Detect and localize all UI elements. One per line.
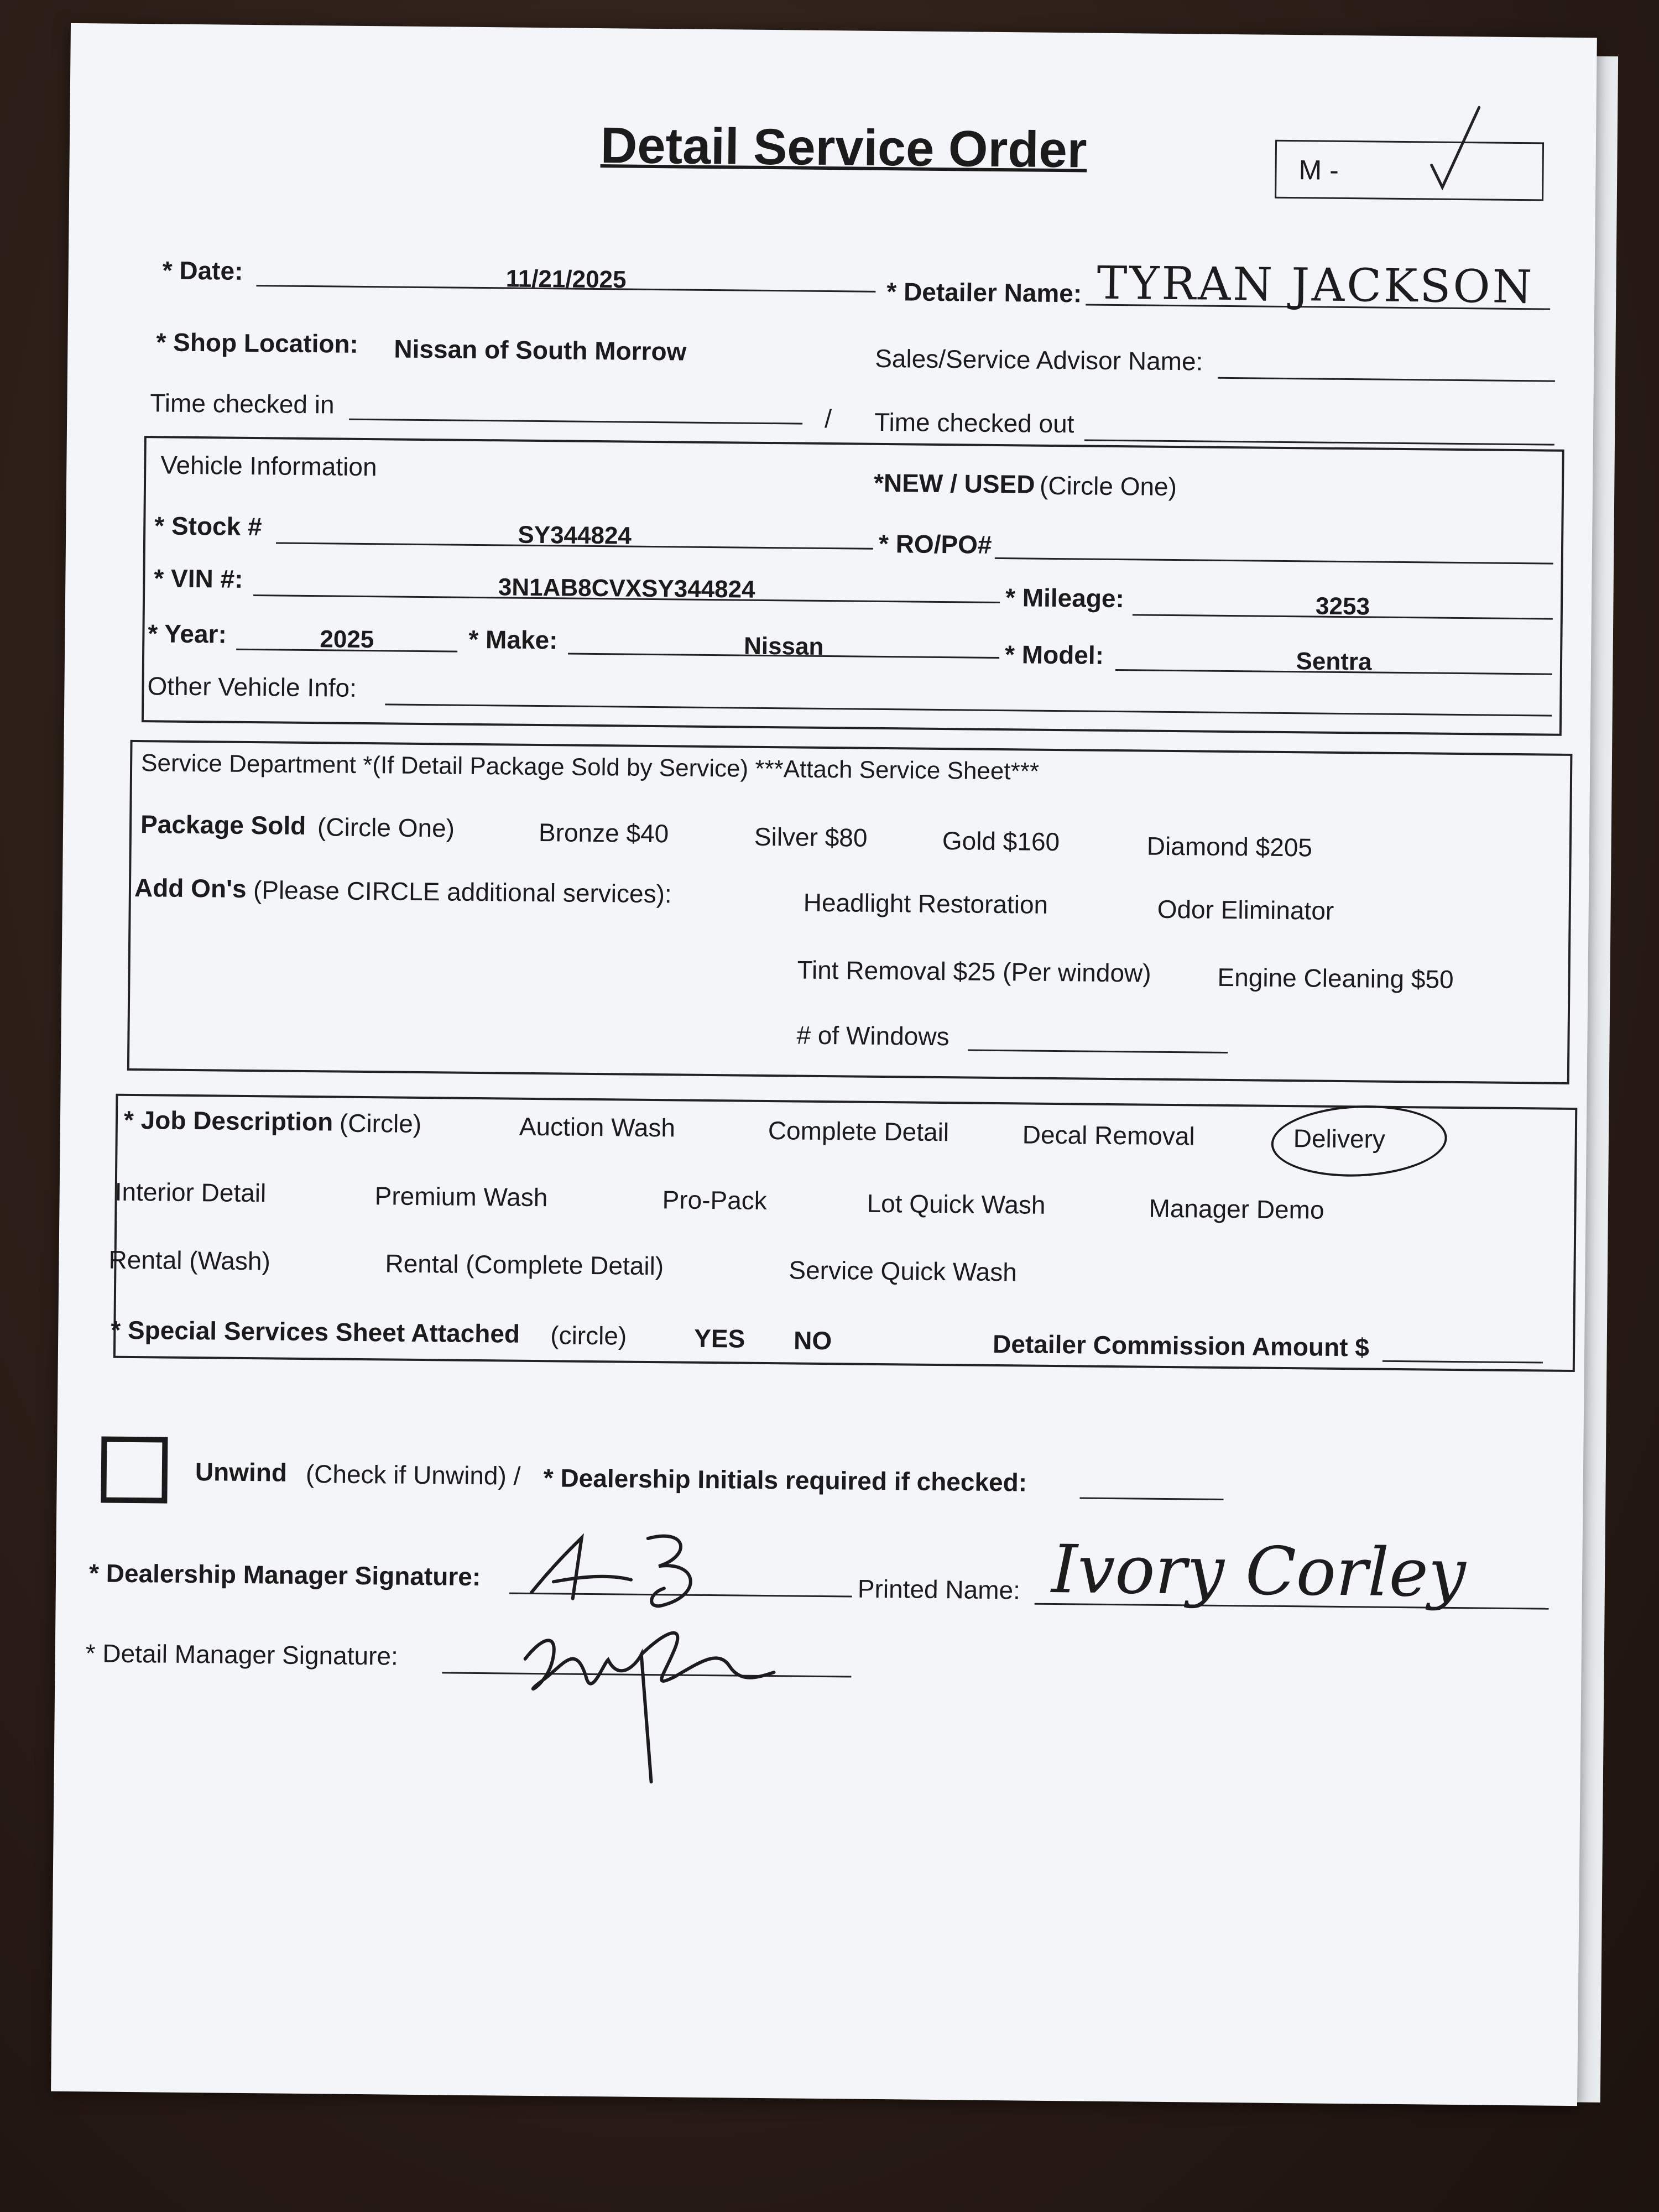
time-separator: / [824,404,832,434]
m-box [1275,140,1544,201]
shop-label: * Shop Location: [156,327,359,358]
stock-label: * Stock # [154,511,262,541]
package-bronze[interactable]: Bronze $40 [538,818,669,848]
addon-engine[interactable]: Engine Cleaning $50 [1217,962,1454,994]
addon-headlight[interactable]: Headlight Restoration [803,888,1048,919]
printed-name-label: Printed Name: [857,1574,1021,1605]
model-value: Sentra [1296,648,1372,676]
job-pro-pack[interactable]: Pro-Pack [662,1185,768,1215]
mileage-label: * Mileage: [1005,583,1125,613]
stock-value: SY344824 [518,521,632,550]
initials-line [1079,1497,1223,1500]
form-title: Detail Service Order [600,117,1087,179]
unwind-hint: (Check if Unwind) / [305,1459,521,1490]
job-auction-wash[interactable]: Auction Wash [519,1112,676,1142]
date-label: * Date: [162,255,243,285]
package-hint: (Circle One) [317,812,455,843]
date-value: 11/21/2025 [505,265,627,294]
job-service-quick-wash[interactable]: Service Quick Wash [789,1255,1018,1287]
package-diamond[interactable]: Diamond $205 [1146,831,1313,862]
year-value: 2025 [320,625,374,654]
addon-odor[interactable]: Odor Eliminator [1157,894,1334,925]
commission-label: Detailer Commission Amount $ [992,1329,1370,1362]
shop-value: Nissan of South Morrow [394,334,687,366]
addons-hint: (Please CIRCLE additional services): [253,875,672,909]
package-silver[interactable]: Silver $80 [754,822,868,852]
printed-name-handwriting: Ivory Corley [1051,1531,1467,1613]
year-label: * Year: [148,619,227,649]
package-gold[interactable]: Gold $160 [942,826,1060,857]
vin-value: 3N1AB8CVXSY344824 [498,573,755,603]
special-no[interactable]: NO [793,1326,832,1355]
service-order-sheet [51,23,1597,2106]
detail-manager-signature [507,1598,841,1812]
detail-signature-label: * Detail Manager Signature: [85,1639,399,1671]
special-services-hint: (circle) [550,1321,627,1350]
job-complete-detail[interactable]: Complete Detail [768,1116,950,1147]
dealership-initials-label: * Dealership Initials required if checked: [543,1463,1027,1497]
vehicle-section-label: Vehicle Information [160,450,377,482]
unwind-checkbox[interactable] [101,1436,168,1503]
make-value: Nissan [743,632,824,660]
package-label: Package Sold [140,810,306,840]
new-used-hint: (Circle One) [1039,471,1177,502]
job-rental-complete[interactable]: Rental (Complete Detail) [385,1249,664,1281]
job-delivery[interactable]: Delivery [1293,1124,1386,1154]
job-label: * Job Description [123,1105,333,1136]
check-mark-icon [1426,104,1493,193]
make-label: * Make: [468,624,558,655]
ro-label: * RO/PO# [878,529,992,559]
addon-tint[interactable]: Tint Removal $25 (Per window) [797,955,1151,988]
windows-label: # of Windows [796,1020,950,1051]
addons-label: Add On's [134,873,247,903]
time-in-line [349,419,802,425]
service-header: Service Department *(If Detail Package Sold by Service) ***Attach Service Sheet*** [140,749,1040,785]
unwind-label: Unwind [195,1457,288,1487]
mileage-value: 3253 [1315,592,1370,620]
time-out-line [1084,439,1554,445]
job-lot-quick-wash[interactable]: Lot Quick Wash [867,1188,1046,1219]
other-vehicle-label: Other Vehicle Info: [147,671,357,702]
job-rental-wash[interactable]: Rental (Wash) [108,1245,271,1276]
job-hint: (Circle) [339,1108,422,1139]
detailer-handwriting: TYRAN JACKSON [1097,257,1535,314]
job-premium-wash[interactable]: Premium Wash [374,1181,548,1212]
new-used-label: *NEW / USED [873,468,1035,499]
time-in-label: Time checked in [150,388,335,419]
detailer-label: * Detailer Name: [886,277,1082,308]
special-services-label: * Special Services Sheet Attached [111,1315,520,1348]
job-interior-detail[interactable]: Interior Detail [114,1177,267,1208]
advisor-line [1218,377,1555,382]
special-yes[interactable]: YES [693,1323,745,1353]
m-box-label: M - [1298,154,1339,186]
vin-label: * VIN #: [154,564,243,593]
time-out-label: Time checked out [874,407,1074,439]
advisor-label: Sales/Service Advisor Name: [875,343,1203,376]
form-page [51,23,1597,2106]
dealership-signature-label: * Dealership Manager Signature: [88,1558,481,1592]
model-label: * Model: [1004,640,1104,670]
job-manager-demo[interactable]: Manager Demo [1149,1193,1324,1224]
job-decal-removal[interactable]: Decal Removal [1022,1120,1195,1151]
